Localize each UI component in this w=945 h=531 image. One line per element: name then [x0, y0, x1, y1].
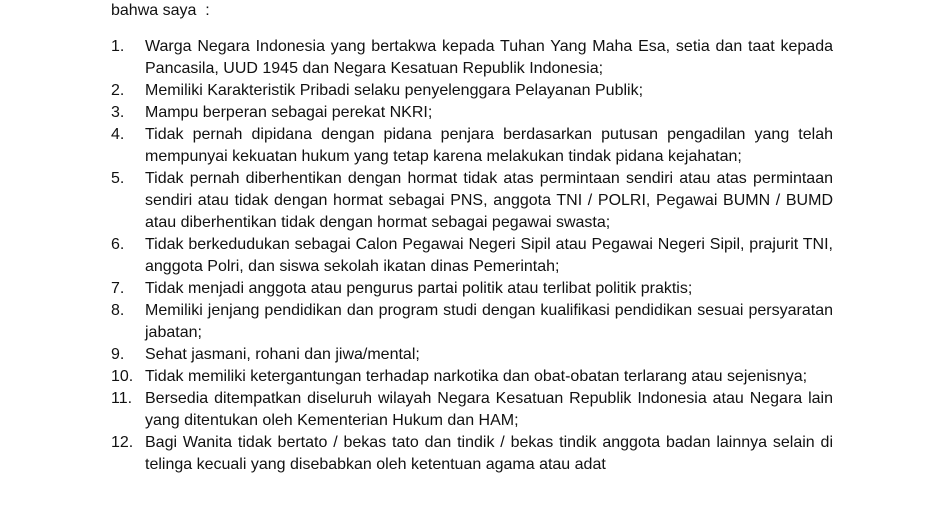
list-item	[0, 366, 945, 388]
item-number: 7.	[111, 280, 125, 297]
item-number: 5.	[111, 170, 125, 187]
list-item	[0, 300, 945, 344]
item-number: 2.	[111, 82, 125, 99]
item-number: 6.	[111, 236, 125, 253]
intro-text: bahwa saya :	[111, 2, 210, 19]
item-number: 12.	[111, 434, 134, 451]
list-item	[0, 278, 945, 300]
item-text: Tidak pernah dipidana dengan pidana penjara berdasarkan putusan pengadilan yang telah mempunyai kekuatan hukum yang tetap karena melakukan tindak pidana kejahatan;	[145, 126, 833, 165]
item-text: Tidak pernah diberhentikan dengan hormat tidak atas permintaan sendiri atau atas permintaan sendiri atau tidak dengan hormat sebagai PNS, anggota TNI / POLRI, Pegawai BUMN / BUMD atau diberhentikan tidak dengan hormat sebagai pegawai swasta;	[145, 170, 833, 231]
list-item	[0, 432, 945, 476]
item-number: 4.	[111, 126, 125, 143]
item-number: 10.	[111, 368, 134, 385]
item-text: Bersedia ditempatkan diseluruh wilayah Negara Kesatuan Republik Indonesia atau Negara lain yang ditentukan oleh Kementerian Hukum dan HAM;	[145, 390, 833, 429]
list-item	[0, 388, 945, 432]
list-item	[0, 124, 945, 168]
list-item	[0, 234, 945, 278]
item-text: Mampu berperan sebagai perekat NKRI;	[145, 104, 433, 121]
item-text: Bagi Wanita tidak bertato / bekas tato dan tindik / bekas tindik anggota badan lainnya selain di telinga kecuali yang disebabkan oleh ketentuan agama atau adat	[145, 434, 833, 473]
item-number: 8.	[111, 302, 125, 319]
item-text: Memiliki jenjang pendidikan dan program studi dengan kualifikasi pendidikan sesuai persyaratan jabatan;	[145, 302, 833, 341]
item-number: 3.	[111, 104, 125, 121]
item-text: Sehat jasmani, rohani dan jiwa/mental;	[145, 346, 420, 363]
item-number: 1.	[111, 38, 125, 55]
item-number: 11.	[111, 390, 133, 407]
list-item	[0, 80, 945, 102]
item-text: Memiliki Karakteristik Pribadi selaku penyelenggara Pelayanan Publik;	[145, 82, 644, 99]
list-item	[0, 102, 945, 124]
item-number: 9.	[111, 346, 125, 363]
requirements-list	[0, 36, 945, 476]
item-text: Tidak memiliki ketergantungan terhadap narkotika dan obat-obatan terlarang atau sejenisnya;	[145, 368, 808, 385]
list-item	[0, 36, 945, 80]
list-item	[0, 168, 945, 234]
list-item	[0, 344, 945, 366]
item-text: Warga Negara Indonesia yang bertakwa kepada Tuhan Yang Maha Esa, setia dan taat kepada Pancasila, UUD 1945 dan Negara Kesatuan Republik Indonesia;	[145, 38, 833, 77]
item-text: Tidak menjadi anggota atau pengurus partai politik atau terlibat politik praktis;	[145, 280, 693, 297]
item-text: Tidak berkedudukan sebagai Calon Pegawai Negeri Sipil atau Pegawai Negeri Sipil, prajurit TNI, anggota Polri, dan siswa sekolah ikatan dinas Pemerintah;	[145, 236, 833, 275]
